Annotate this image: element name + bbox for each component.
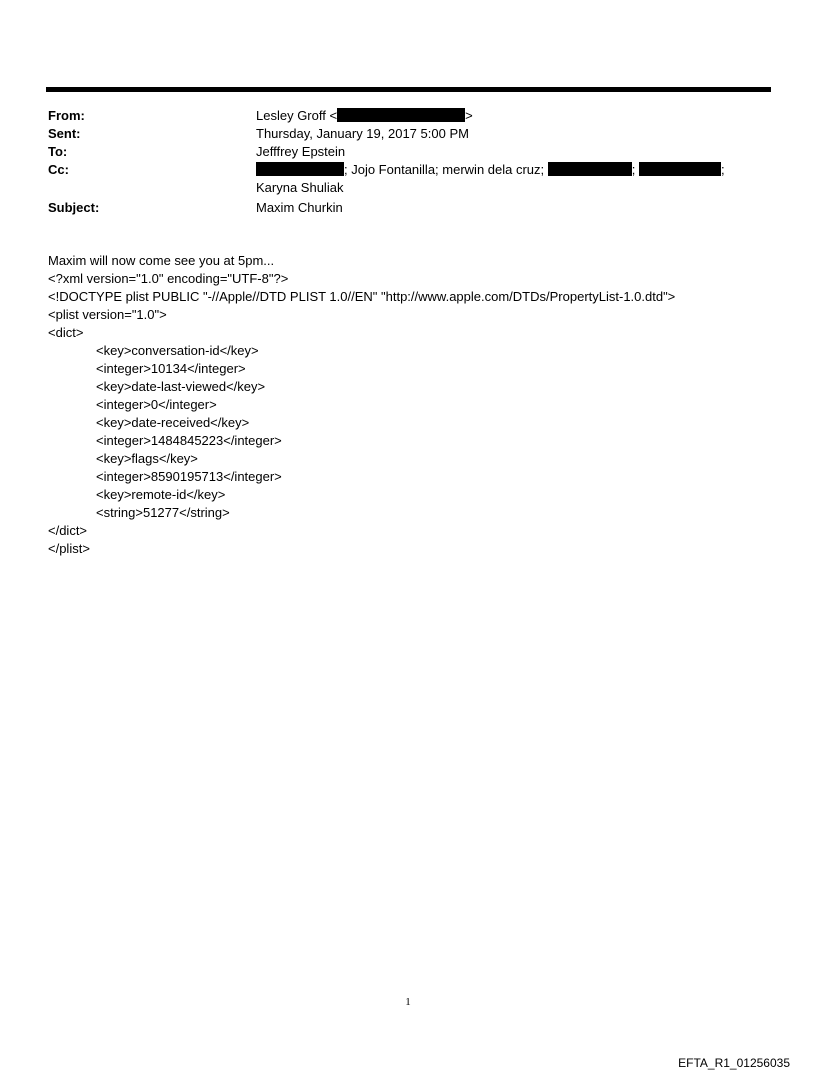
header-divider bbox=[46, 87, 771, 92]
redaction-box bbox=[256, 162, 344, 176]
body-line: <integer>10134</integer> bbox=[96, 361, 246, 376]
body-line: <key>date-last-viewed</key> bbox=[96, 379, 266, 394]
cc-value bbox=[256, 161, 725, 179]
to-label: To: bbox=[48, 144, 68, 159]
email-body bbox=[48, 252, 675, 558]
subject-label: Subject: bbox=[48, 200, 100, 215]
body-line: <string>51277</string> bbox=[96, 505, 230, 520]
body-line: <key>conversation-id</key> bbox=[96, 343, 259, 358]
page-number: 1 bbox=[405, 996, 411, 1008]
body-line: <plist version="1.0"> bbox=[48, 307, 167, 322]
body-line: <?xml version="1.0" encoding="UTF-8"?> bbox=[48, 271, 289, 286]
to-value: Jefffrey Epstein bbox=[256, 144, 346, 159]
body-line: <key>date-received</key> bbox=[96, 415, 250, 430]
redaction-box bbox=[337, 108, 465, 122]
body-line: <integer>8590195713</integer> bbox=[96, 469, 282, 484]
from-value bbox=[256, 107, 473, 125]
body-line: <key>flags</key> bbox=[96, 451, 198, 466]
redaction-box bbox=[548, 162, 632, 176]
from-close: > bbox=[465, 108, 473, 123]
sent-label: Sent: bbox=[48, 126, 81, 141]
document-id: EFTA_R1_01256035 bbox=[678, 1056, 790, 1070]
body-line: <integer>1484845223</integer> bbox=[96, 433, 282, 448]
from-name: Lesley Groff < bbox=[256, 108, 338, 123]
cc-separator: ; bbox=[721, 162, 725, 177]
cc-separator: ; bbox=[631, 162, 636, 177]
cc-label: Cc: bbox=[48, 162, 69, 177]
body-line: </dict> bbox=[48, 523, 88, 538]
redaction-box bbox=[639, 162, 721, 176]
cc-recipients: ; Jojo Fontanilla; merwin dela cruz; bbox=[344, 162, 545, 177]
body-line: <dict> bbox=[48, 325, 84, 340]
cc-value-line2: Karyna Shuliak bbox=[256, 180, 344, 195]
body-line: <!DOCTYPE plist PUBLIC "-//Apple//DTD PLIST 1.0//EN" "http://www.apple.com/DTDs/PropertyList-1.0.dtd"> bbox=[48, 289, 676, 304]
body-line: <key>remote-id</key> bbox=[96, 487, 226, 502]
from-label: From: bbox=[48, 108, 85, 123]
body-line: <integer>0</integer> bbox=[96, 397, 217, 412]
body-line: </plist> bbox=[48, 541, 90, 556]
subject-value: Maxim Churkin bbox=[256, 200, 343, 215]
body-line: Maxim will now come see you at 5pm... bbox=[48, 253, 275, 268]
sent-value: Thursday, January 19, 2017 5:00 PM bbox=[256, 126, 469, 141]
